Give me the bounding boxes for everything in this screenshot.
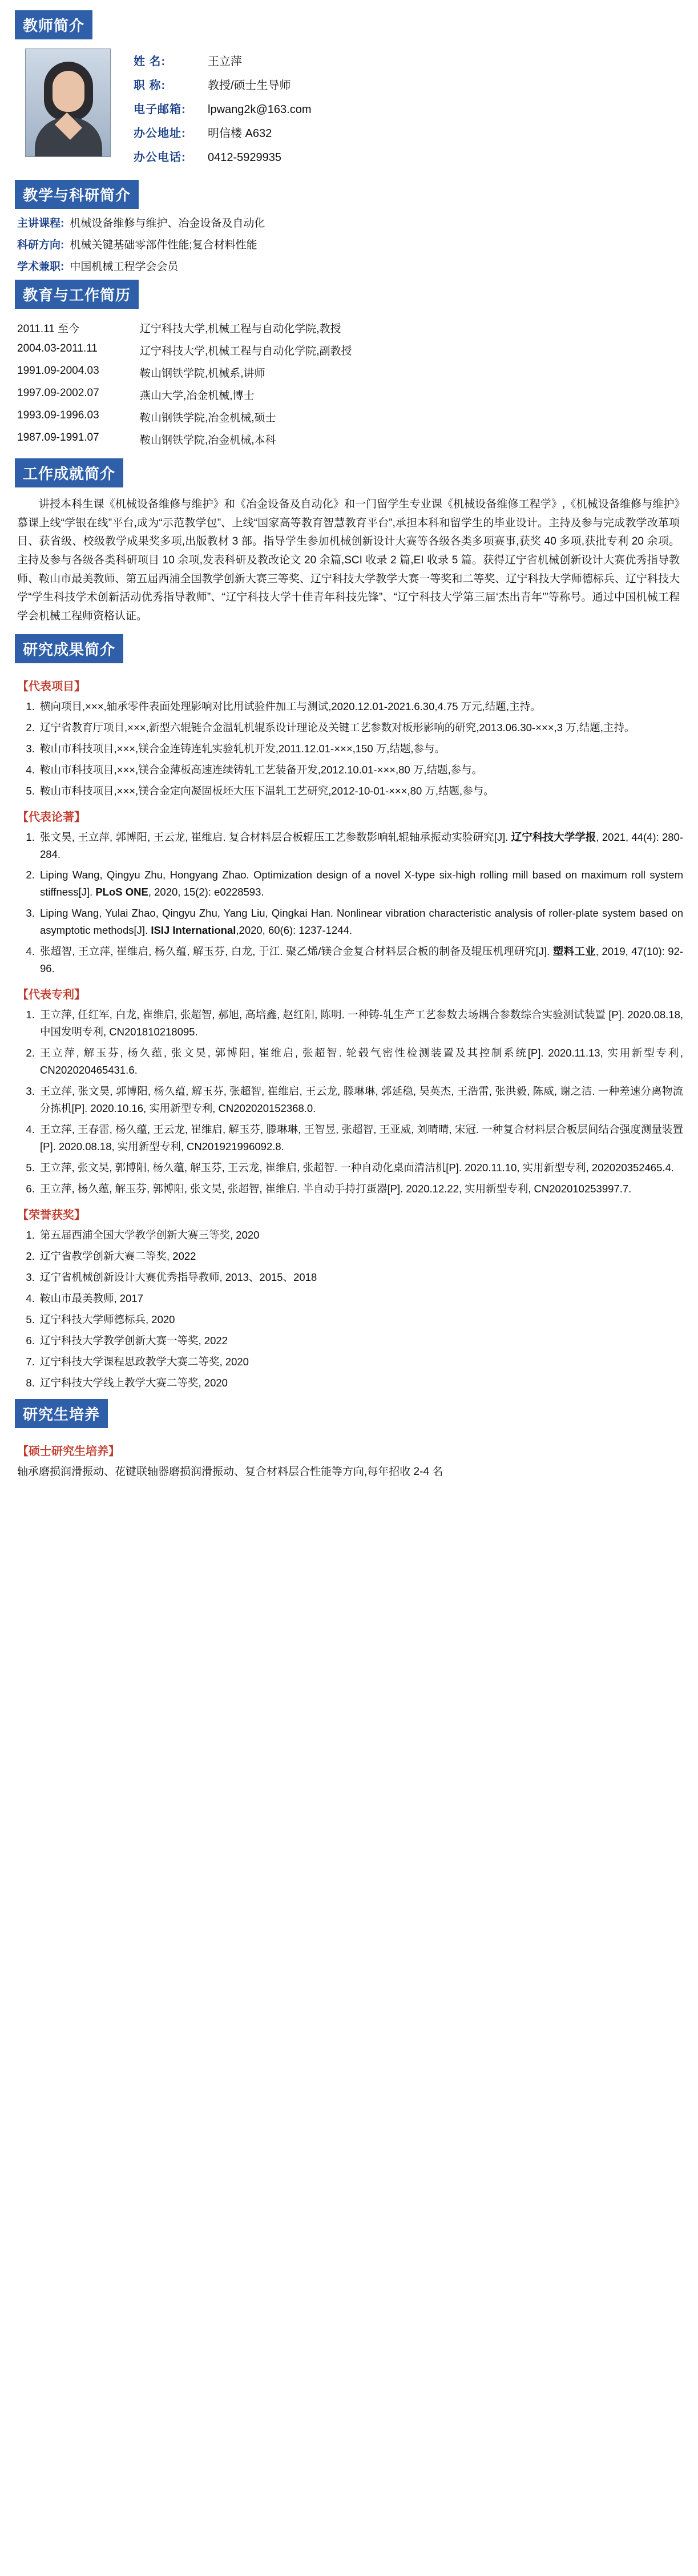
section-header-results: 研究成果简介: [15, 634, 123, 663]
paper-tail: , 2019, 47(10): 92-96.: [40, 945, 683, 975]
teaching-value: 中国机械工程学会会员: [70, 261, 179, 273]
profile-field-value: lpwang2k@163.com: [208, 103, 312, 116]
subheading-papers: 【代表论著】: [17, 811, 86, 824]
education-detail: 鞍山钢铁学院,机械系,讲师: [140, 368, 265, 380]
table-row: [17, 317, 683, 339]
education-period: 2004.03-2011.11: [17, 342, 98, 354]
education-period: 2011.11 至今: [17, 323, 80, 335]
list-item: 8. 辽宁科技大学线上教学大赛二等奖, 2020: [38, 1374, 683, 1392]
teaching-value: 机械关键基础零部件性能;复合材料性能: [70, 239, 257, 251]
education-detail: 辽宁科技大学,机械工程与自动化学院,教授: [140, 323, 341, 335]
profile-field-email: [134, 100, 312, 116]
table-row: [17, 406, 683, 428]
list-item: 2. 辽宁省教学创新大赛二等奖, 2022: [38, 1248, 683, 1265]
table-row: [17, 428, 683, 450]
subheading-honors: 【荣誉获奖】: [17, 1208, 86, 1222]
teaching-label: 主讲课程:: [17, 217, 64, 229]
section-header-achievement: 工作成就简介: [15, 458, 123, 487]
list-item: 7. 辽宁科技大学课程思政教学大赛二等奖, 2020: [38, 1353, 683, 1370]
education-detail: 鞍山钢铁学院,冶金机械,本科: [140, 434, 276, 446]
paper-text: Liping Wang, Qingyu Zhu, Hongyang Zhao. Optimization design of a novel X-type six-high rolling mill based on maximum roll system stiffness[J].: [40, 869, 683, 898]
list-item: 2. 王立萍, 解玉芬, 杨久蕴, 张文昊, 郭博阳, 崔维启, 张超智. 轮毂气密性检测装置及其控制系统[P]. 2020.11.13, 实用新型专利, CN202020465431.6.: [38, 1045, 683, 1079]
teaching-row-courses: [17, 215, 683, 230]
list-item: 3. 鞍山市科技项目,×××,镁合金连铸连轧实验轧机开发,2011.12.01-×××,150 万,结题,参与。: [38, 740, 683, 757]
teaching-row-research: [17, 236, 683, 252]
profile-field-name: [134, 52, 312, 68]
avatar-face: [53, 71, 84, 112]
list-item: 6. 辽宁科技大学教学创新大赛一等奖, 2022: [38, 1332, 683, 1349]
profile-field-value: 教授/硕士生导师: [208, 79, 291, 92]
subheading-projects: 【代表项目】: [17, 680, 86, 693]
teaching-value: 机械设备维修与维护、冶金设备及自动化: [70, 217, 265, 229]
list-item: 3. 辽宁省机械创新设计大赛优秀指导教师, 2013、2015、2018: [38, 1269, 683, 1286]
paper-tail: , 2021, 44(4): 280-284.: [40, 831, 683, 860]
profile-field-label: 姓 名:: [134, 55, 166, 68]
education-period: 1997.09-2002.07: [17, 387, 99, 399]
list-item: 2. 辽宁省教育厅项目,×××,新型六辊链合金温轧机辊系设计理论及关键工艺参数对板形影响的研究,2013.06.30-×××,3 万,结题,主持。: [38, 719, 683, 736]
list-item: 4. 鞍山市科技项目,×××,镁合金薄板高速连续铸轧工艺装备开发,2012.10.01-×××,80 万,结题,参与。: [38, 761, 683, 779]
table-row: [17, 339, 683, 361]
profile-fields: [134, 49, 312, 172]
paper-journal: 辽宁科技大学学报: [511, 831, 596, 843]
section-header-education: 教育与工作简历: [15, 280, 139, 309]
list-item: 1. 王立萍, 任红军, 白龙, 崔维启, 张超智, 郝旭, 高培鑫, 赵红阳, 陈明. 一种铸-轧生产工艺参数去场耦合参数综合实验测试装置 [P]. 2020.08.18, 中国发明专利, CN201810218095.: [38, 1006, 683, 1041]
teaching-label: 学术兼职:: [17, 261, 64, 273]
list-item: 1. 第五届西浦全国大学教学创新大赛三等奖, 2020: [38, 1227, 683, 1244]
education-table: [17, 317, 683, 450]
profile-block: [15, 45, 683, 180]
list-item: 5. 鞍山市科技项目,×××,镁合金定向凝固板坯大压下温轧工艺研究,2012-10-01-×××,80 万,结题,参与。: [38, 783, 683, 800]
paper-journal: 塑料工业: [552, 945, 596, 958]
profile-field-phone: [134, 148, 312, 164]
profile-field-label: 办公电话:: [134, 151, 186, 164]
paper-text: Liping Wang, Yulai Zhao, Qingyu Zhu, Yang Liu, Qingkai Han. Nonlinear vibration characteristic analysis of roller-plate system based on asymptotic methods[J].: [40, 907, 683, 937]
teaching-row-affiliation: [17, 258, 683, 273]
profile-field-value: 0412-5929935: [208, 151, 282, 164]
paper-journal: ISIJ International: [151, 924, 236, 937]
list-item: 6. 王立萍, 杨久蕴, 解玉芬, 郭博阳, 张文昊, 张超智, 崔维启. 半自动手持打蛋器[P]. 2020.12.22, 实用新型专利, CN202010253997.7.: [38, 1180, 683, 1198]
profile-field-value: 明信楼 A632: [208, 127, 272, 140]
education-period: 1987.09-1991.07: [17, 432, 99, 444]
section-header-profile: 教师简介: [15, 10, 92, 39]
list-item: 4. 王立萍, 王春雷, 杨久蕴, 王云龙, 崔维启, 解玉芬, 滕琳琳, 王智昱, 张超智, 王亚威, 刘晴晴, 宋冠. 一种复合材料层合板层间结合强度测量装置[P]. 2020.08.18, 实用新型专利, CN201921996092.8.: [38, 1121, 683, 1155]
list-item: [38, 866, 683, 901]
education-detail: 燕山大学,冶金机械,博士: [140, 390, 255, 402]
list-item: 3. 王立萍, 张文昊, 郭博阳, 杨久蕴, 解玉芬, 张超智, 崔维启, 王云龙, 滕琳琳, 郭延稳, 吴英杰, 王浩雷, 张洪毅, 陈威, 谢之洁. 一种差速分离物流分拣机[P]. 2020.10.16, 实用新型专利, CN202020152368.0.: [38, 1083, 683, 1117]
teaching-label: 科研方向:: [17, 239, 64, 251]
table-row: [17, 361, 683, 384]
avatar: [25, 49, 111, 157]
graduate-text: 轴承磨损润滑振动、花键联轴器磨损润滑振动、复合材料层合性能等方向,每年招收 2-4 名: [17, 1465, 443, 1478]
list-item: 1. 横向项目,×××,轴承零件表面处理影响对比用试验件加工与测试,2020.12.01-2021.6.30,4.75 万元,结题,主持。: [38, 698, 683, 715]
profile-field-office: [134, 124, 312, 140]
paper-text: 张超智, 王立萍, 崔维启, 杨久蕴, 解玉芬, 白龙, 于江. 聚乙烯/镁合金复合材料层合板的制备及辊压机理研究[J].: [40, 945, 553, 958]
education-detail: 辽宁科技大学,机械工程与自动化学院,副教授: [140, 345, 352, 357]
list-item: 4. 鞍山市最美教师, 2017: [38, 1290, 683, 1307]
profile-field-label: 办公地址:: [134, 127, 186, 140]
subheading-patents: 【代表专利】: [17, 989, 86, 1002]
table-row: [17, 384, 683, 406]
patent-list: [15, 1006, 683, 1198]
list-item: 5. 辽宁科技大学师德标兵, 2020: [38, 1311, 683, 1328]
list-item: [38, 943, 683, 977]
section-header-teaching: 教学与科研简介: [15, 180, 139, 209]
section-header-graduate: 研究生培养: [15, 1399, 108, 1428]
honor-list: [15, 1227, 683, 1392]
profile-field-label: 职 称:: [134, 79, 166, 92]
profile-field-value: 王立萍: [208, 55, 242, 68]
subheading-master-training: 【硕士研究生培养】: [17, 1445, 120, 1458]
profile-field-title: [134, 76, 312, 92]
paper-text: 张文昊, 王立萍, 郭博阳, 王云龙, 崔维启. 复合材料层合板辊压工艺参数影响轧辊轴承振动实验研究[J].: [40, 831, 511, 843]
profile-field-label: 电子邮箱:: [134, 103, 186, 116]
education-period: 1991.09-2004.03: [17, 365, 99, 377]
project-list: [15, 698, 683, 800]
paper-list: [15, 829, 683, 978]
achievement-text: 讲授本科生课《机械设备维修与维护》和《冶金设备及自动化》和一门留学生专业课《机械设备维修工程学》,《机械设备维修与维护》慕课上线“学银在线”平台,成为“示范教学包”、上线“国家高等教育智慧教育平台”,承担本科和留学生的毕业设计。主持及参与完成教学改革项目、获省级、校级教学成果奖多项,出版教材 3 部。指导学生参加机械创新设计大赛等各级各类多项赛事,获奖 40 多项,获批专利 20 余项。主持及参与各级各类科研项目 10 余项,发表科研及教改论文 20 余篇,SCI 收录 2 篇,EI 收录 5 篇。获得辽宁省机械创新设计大赛优秀指导教师、鞍山市最美教师、第五届西浦全国教学创新大赛三等奖、辽宁科技大学教学大赛一等奖和二等奖、辽宁科技大学师德标兵、辽宁科技大学“学生科技学术创新活动优秀指导教师”、“辽宁科技大学十佳青年科技先锋”、“辽宁科技大学第三届‘杰出青年’”等称号。通过中国机械工程学会机械工程师资格认证。: [17, 498, 680, 623]
education-detail: 鞍山钢铁学院,冶金机械,硕士: [140, 412, 276, 424]
list-item: [38, 829, 683, 863]
education-period: 1993.09-1996.03: [17, 409, 99, 421]
paper-tail: , 2020, 15(2): e0228593.: [148, 886, 264, 898]
paper-tail: ,2020, 60(6): 1237-1244.: [236, 924, 353, 937]
paper-journal: PLoS ONE: [95, 886, 148, 898]
teaching-block: [15, 215, 683, 273]
list-item: [38, 905, 683, 939]
list-item: 5. 王立萍, 张文昊, 郭博阳, 杨久蕴, 解玉芬, 王云龙, 崔维启, 张超智. 一种自动化桌面清洁机[P]. 2020.11.10, 实用新型专利, 202020352465.4.: [38, 1159, 683, 1176]
